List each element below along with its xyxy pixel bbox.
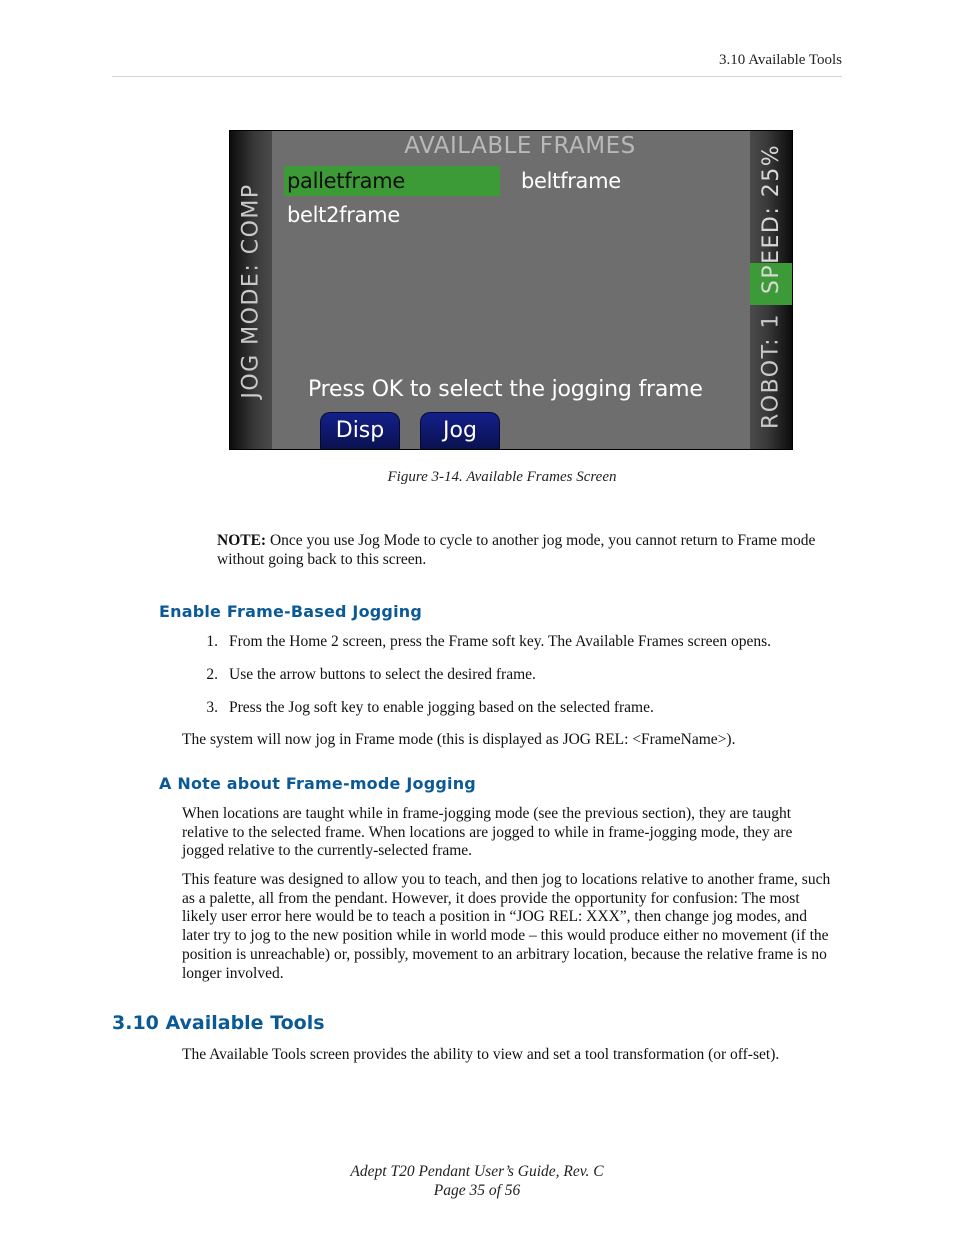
figure-caption: Figure 3-14. Available Frames Screen [387, 469, 617, 485]
step-text: Press the Jog soft key to enable jogging based on the selected frame. [229, 699, 654, 716]
screen-title: AVAILABLE FRAMES [404, 133, 636, 159]
frame-item-beltframe[interactable]: beltframe [521, 169, 621, 193]
step-number: 2. [206, 666, 218, 683]
running-head: 3.10 Available Tools [719, 52, 842, 68]
heading-enable-frame-jogging: Enable Frame-Based Jogging [159, 602, 423, 621]
step-text: From the Home 2 screen, press the Frame soft key. The Available Frames screen opens. [229, 633, 772, 650]
note-paragraph [217, 531, 817, 569]
step-number: 3. [206, 699, 218, 716]
disp-soft-key[interactable]: Disp [320, 412, 400, 449]
frame-item-belt2frame[interactable]: belt2frame [287, 203, 400, 227]
available-frames-screen [229, 130, 793, 450]
screen-message: Press OK to select the jogging frame [308, 377, 703, 402]
footer-page-number: Page 35 of 56 [433, 1182, 521, 1199]
note-label: NOTE: [217, 532, 267, 549]
note-text: Once you use Jog Mode to cycle to another jog mode, you cannot return to Frame mode without going back to this screen. [217, 532, 816, 568]
robot-label: ROBOT: 1 [758, 312, 784, 430]
heading-frame-mode-note: A Note about Frame-mode Jogging [159, 774, 476, 793]
step-number: 1. [206, 633, 218, 650]
step-text: Use the arrow buttons to select the desired frame. [229, 666, 536, 683]
jog-soft-key[interactable]: Jog [420, 412, 500, 449]
frame-mode-paragraph-1: When locations are taught while in frame-jogging mode (see the previous section), they are taught relative to the selected frame. When locations are jogged to while in frame-jogging mode, they are jogged relative to the currently-selected frame. [182, 805, 793, 860]
frame-mode-paragraph-2: This feature was designed to allow you to teach, and then jog to locations relative to another frame, such as a palette, all from the pendant. However, it does provide the opportunity for confusion: The most likely user error here would be to teach a position in “JOG REL: XXX”, then change jog modes, and later try to jog to the new position while in world mode – this would produce either no movement (if the position is unreachable) or, possibly, movement to an arbitrary location, because the relative frame is no longer involved. [182, 871, 831, 982]
heading-available-tools: 3.10 Available Tools [112, 1012, 325, 1034]
frame-item-palletframe[interactable]: palletframe [284, 166, 500, 196]
footer-title: Adept T20 Pendant User’s Guide, Rev. C [350, 1163, 604, 1180]
speed-label: SPEED: 25% [758, 143, 784, 295]
system-note-paragraph: The system will now jog in Frame mode (this is displayed as JOG REL: <FrameName>). [182, 731, 736, 748]
jog-mode-label: JOG MODE: COMP [238, 183, 264, 399]
available-tools-paragraph: The Available Tools screen provides the ability to view and set a tool transformation (or off-set). [182, 1046, 780, 1063]
header-rule [112, 76, 842, 77]
